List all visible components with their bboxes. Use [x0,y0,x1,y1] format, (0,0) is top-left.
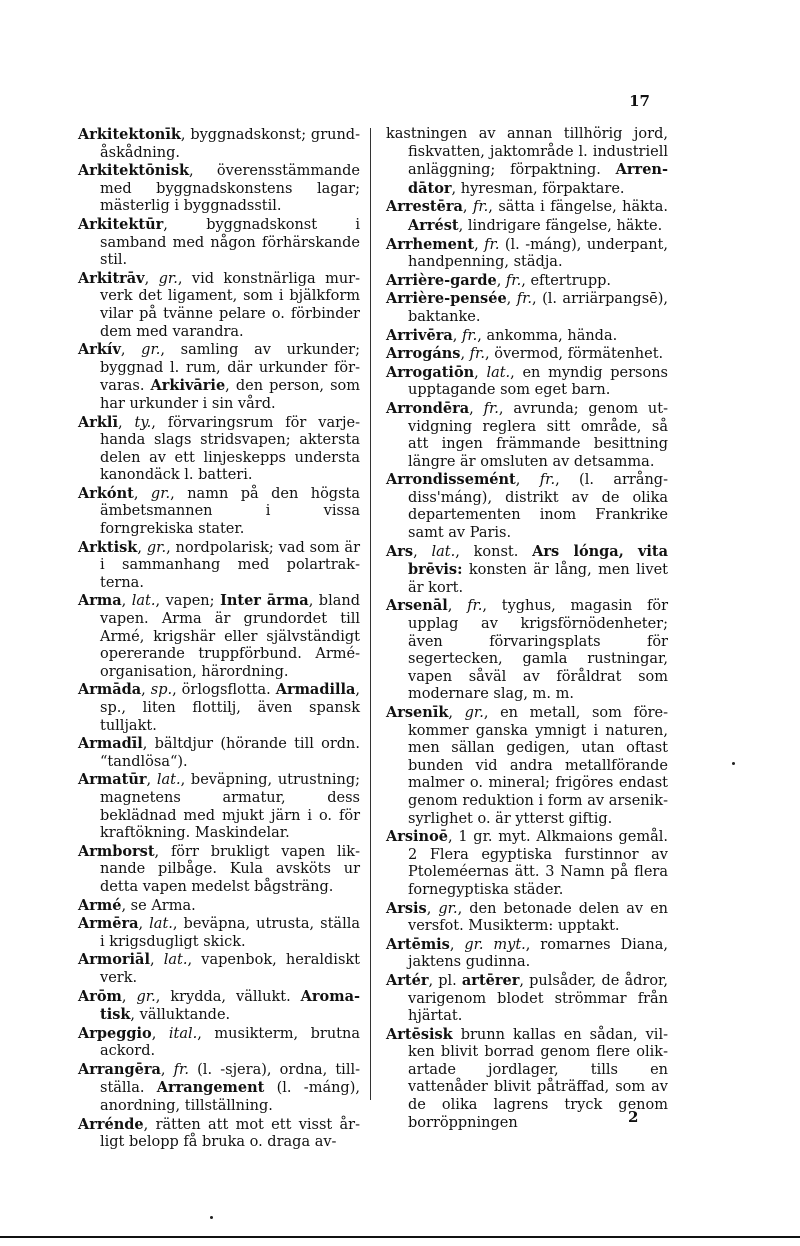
entry-headword: Arrogatiōn [386,363,475,381]
dictionary-entry: Arsenāl, fr., tyghus, magasin för upplag av krigsförnödenheter; även förvaringsplats för segertecken, gamla rustningar, vapen såväl av föråldrat som modernare slag, m. m. [386,597,669,703]
entry-headword: Armoriāl [78,951,150,969]
dictionary-entry: Arrondissemént, fr., (l. arrångdiss'máng), distrikt av de olika departementen inom Frankrike samt av Paris. [386,471,668,542]
entry-definition: (l. -máng), underpant, handpenning, städja. [408,236,668,271]
entry-definition: , eftertrupp. [521,272,612,289]
dictionary-entry [78,216,360,270]
entry-language: fr. [173,1061,189,1078]
entry-headword: Artēsisk [386,1025,453,1043]
entry-headword: Arkónt [78,484,134,502]
entry-definition: , namn på den högsta ämbetsmannen i vissa forngrekiska stater. [100,485,361,538]
entry-headword: Arsenīk [386,704,449,721]
entry-subheadword: Ars lónga, vita brēvis: [408,542,669,579]
entry-definition: , bland vapen. Arma är grundordet till Armé, krigshär eller självständigt opererande truppförbund. Arméorganisation, härordning. [100,593,360,680]
entry-headword: Armāda [78,681,142,699]
entry-headword: Artér [386,971,429,989]
entry-subheadword: Arrangement [156,1079,265,1097]
entry-subheadword: Armadilla [275,681,356,699]
entry-definition: , den person, som har urkunder i sin vård. [100,378,360,412]
entry-language: fr. [472,199,489,216]
entry-definition: , vid konstnärliga murverk det ligament, som i bjälkform vilar på tvänne pelare o. förbinder dem med varandra. [100,270,361,340]
entry-language: fr. [516,291,533,308]
entry-language: gr. [464,705,484,721]
entry-language: gr. [141,342,161,359]
entry-language: fr. [539,472,556,489]
entry-language: lat. [149,916,173,933]
dictionary-entry [386,972,668,1026]
entry-definition: , vapen; [155,593,221,610]
entry-definition: , förr brukligt vapen liknande pilbåge. Kula avsköts ur detta vapen medelst bågsträng. [100,843,360,895]
entry-language: fr. [483,400,499,417]
entry-language: fr. [469,346,485,363]
entry-subheadword: Aromatisk [100,987,361,1024]
entry-definition: konsten är lång, men livet är kort. [408,562,668,596]
entry-headword: Arsis [386,899,427,917]
entry-definition: , musikterm, brutna ackord. [100,1025,360,1060]
dictionary-entry: Arōm, gr., krydda, vällukt. Aromatisk, välluktande. [78,987,361,1024]
entry-language: gr. [150,485,171,502]
entry-definition: , beväpna, utrusta, ställa i krigsdugligt skick. [100,916,360,950]
entry-headword: Arkív [78,341,121,359]
entry-definition: brunn kallas en sådan, vilken blivit borrad genom flere olikartade jordlager, tills en vattenåder blivit påträffad, som av de olika lagrens tryck genom borröppningen [408,1026,668,1131]
right-column [386,126,668,1132]
dictionary-entry: Arrivēra, fr., ankomma, hända. [386,326,618,344]
entry-definition: , nordpolarisk; vad som är i sammanhang med polartrakterna. [100,539,361,591]
entry-headword: Arrénde [78,1115,144,1133]
entry-headword: Arktisk [78,538,138,556]
dictionary-entry: Arkív, gr., samling av urkunder; byggnad l. rum, där urkunder förvaras. Arkivārie, den person, som har urkunder i sin vård. [78,341,360,412]
dictionary-entry: Arklī, ty., förvaringsrum för varjehanda slags stridsvapen; aktersta delen av ett linjeskepps understa kanondäck l. batteri. [78,413,361,484]
dictionary-entry: Arrière-garde, fr., eftertrupp. [386,271,612,289]
entry-headword: Armborst [78,842,155,860]
entry-definition: , vapenbok, heraldiskt verk. [100,952,360,986]
entry-definition: , romarnes Diana, jaktens gudinna. [408,936,668,971]
dictionary-entry: Arrestēra, fr., sätta i fängelse, häkta. Arrést, lindrigare fängelse, häkte. [386,198,669,234]
dictionary-entry: Arrondēra, fr., avrunda; genom utvidgning reglera sitt område, så att ingen främmande besittning längre är omsluten av detsamma. [386,399,669,470]
entry-language: fr. [467,598,483,615]
entry-language: gr. myt. [464,936,526,953]
bottom-rule [0,1236,800,1238]
entry-definition: (l. -sjera), ordna, tillställa. [100,1061,361,1097]
dictionary-entry [78,897,360,916]
dictionary-entry: Artēmis, gr. myt., romarnes Diana, jaktens gudinna. [386,935,668,971]
entry-headword: Arrangēra [78,1060,161,1078]
entry-definition: , lindrigare fängelse, häkte. [458,217,663,234]
entry-language: lat. [163,952,188,969]
entry-definition: , (l. arrångdiss'máng), distrikt av de olika departementen inom Frankrike samt av Paris. [408,472,668,542]
entry-language: fr. [461,327,478,344]
column-divider [370,128,371,1100]
dictionary-entry: Arkitrāv, gr., vid konstnärliga murverk det ligament, som i bjälkform vilar på tvänne pelare o. förbinder dem med varandra. [78,269,361,340]
entry-definition: , byggnadskonst i samband med någon förhärskande stil. [100,216,360,269]
entry-definition: , förvaringsrum för varjehanda slags stridsvapen; aktersta delen av ett linjeskepps understa kanondäck l. batteri. [100,414,361,484]
entry-language: lat. [131,593,156,610]
entry-language: lat. [431,543,456,560]
entry-headword: Ars [386,542,414,560]
dictionary-entry: Armāda, sp., örlogsflotta. Armadilla, sp., liten flottilj, även spansk tulljakt. [78,681,360,734]
entry-definition: , välluktande. [130,1007,231,1024]
entry-headword: Arma [78,592,122,610]
entry-headword: Armadīl [78,735,143,753]
entry-headword: Artēmis [386,935,450,953]
dictionary-entry: Arma, lat., vapen; Inter ārma, bland vapen. Arma är grundordet till Armé, krigshär eller självständigt opererande truppförbund. Arméorganisation, härordning. [78,592,360,680]
dictionary-entry: Arrière-pensée, fr., (l. arriärpangsē), baktanke. [386,290,668,325]
dictionary-entry [78,735,360,771]
entry-headword: Arsenāl [386,597,448,615]
entry-language: fr. [505,272,522,289]
page-number: 17 [629,92,650,110]
entry-definition: , bältdjur (hörande till ordn. “tandlösa“). [100,736,360,770]
entry-headword: Arrière-garde [386,271,497,289]
entry-definition: , avrunda; genom utvidgning reglera sitt område, så att ingen främmande besittning längre är omsluten av detsamma. [408,400,669,470]
dictionary-entry [78,1116,360,1152]
entry-definition: kastningen av annan tillhörig jord, fiskvatten, jaktområde l. industriell anläggning; förpaktning. [386,126,668,179]
entry-definition: , samling av urkunder; byggnad l. rum, där urkunder förvaras. [100,342,360,395]
entry-definition: , pl. [428,972,462,989]
left-column [78,126,360,1152]
entry-definition: , en myndig persons upptagande som eget barn. [408,364,668,399]
entry-definition: , sp., liten flottilj, även spansk tulljakt. [100,682,360,734]
dictionary-entry: Arpeggio, ital., musikterm, brutna ackord. [78,1024,360,1060]
entry-headword: Arkitektōnisk [78,162,190,180]
entry-headword: Arrhement [386,235,475,253]
entry-definition: , beväpning, utrustning; magnetens armatur, dess beklädnad med mjukt järn i o. för kraftökning. Maskindelar. [100,772,361,842]
entry-definition: , pulsåder, de ådror, varigenom blodet strömmar från hjärtat. [408,972,668,1025]
entry-headword: Arkitektūr [78,215,164,233]
dictionary-entry: Arktisk, gr., nordpolarisk; vad som är i sammanhang med polartrakterna. [78,538,361,591]
entry-headword: Arōm [78,987,122,1005]
dictionary-entry: Armatūr, lat., beväpning, utrustning; magnetens armatur, dess beklädnad med mjukt järn i o. för kraftökning. Maskindelar. [78,771,361,842]
entry-definition: (l. -máng), anordning, tillställning. [100,1080,360,1115]
entry-headword: Arrondēra [386,399,470,417]
entry-subheadword: Arrendātor [408,161,668,197]
dictionary-entry [386,828,668,899]
entry-headword: Arrestēra [386,198,463,216]
entry-definition: , byggnadskonst; grundåskådning. [100,127,360,161]
entry-language: gr. [158,270,178,287]
entry-definition: , 1 gr. myt. Alkmaions gemål. 2 Flera egyptiska furstinnor av Ptoleméernas ätt. 3 Namn på flera fornegyptiska städer. [408,829,668,898]
entry-definition: , ankomma, hända. [477,327,618,344]
entry-subheadword: Inter ārma [220,592,309,610]
entry-headword: Armēra [78,915,139,933]
entry-definition: , överensstämmande med byggnadskonstens lagar; mästerlig i byggnadsstil. [100,163,360,215]
entry-headword: Arkitrāv [78,269,145,287]
entry-headword: Arklī [78,413,118,431]
entry-definition: , rätten att mot ett visst årligt belopp få bruka o. draga av- [100,1116,360,1151]
dictionary-entry: Arrogatiōn, lat., en myndig persons upptagande som eget barn. [386,363,668,399]
entry-language: gr. [438,900,458,917]
entry-language: gr. [146,539,167,556]
entry-definition: , konst. [455,543,533,560]
dictionary-entry: Arrangēra, fr. (l. -sjera), ordna, tillställa. Arrangement (l. -máng), anordning, tillställning. [78,1060,361,1115]
entry-definition: , tyghus, magasin för upplag av krigsförnödenheter; även förvaringsplats för segertecken, gamla rustningar, vapen såväl av föråldrat som modernare slag, m. m. [408,598,669,703]
entry-language: gr. [136,988,156,1005]
dictionary-entry: Ars, lat., konst. Ars lónga, vita brēvis: konsten är lång, men livet är kort. [386,542,669,596]
entry-definition: , (l. arriärpangsē), baktanke. [408,291,668,325]
entry-definition: , se Arma. [121,897,196,914]
entry-language: lat. [486,364,511,381]
entry-definition: , en metall, som förekommer ganska ymnigt i naturen, men sällan gedigen, utan oftast bunden vid andra metallförande malmer o. mineral; frigöres endast genom reduktion i form av arseniksyrlighet o. är ytterst giftig. [408,705,668,827]
entry-subheadword: artērer [461,971,520,989]
dictionary-entry [78,843,360,897]
entry-definition: , örlogsflotta. [172,682,276,699]
dictionary-entry: Armoriāl, lat., vapenbok, heraldiskt verk. [78,951,360,986]
entry-headword: Armatūr [78,771,147,789]
entry-subheadword: Arkivārie [150,377,226,395]
entry-definition: , krydda, vällukt. [155,988,301,1005]
entry-subheadword: Arrést [408,216,459,234]
entry-definition: , övermod, förmätenhet. [485,346,664,363]
dictionary-entry [386,126,668,198]
dictionary-entry [78,162,360,216]
entry-headword: Arpeggio [78,1024,152,1042]
entry-definition: , hyresman, förpaktare. [451,180,625,197]
dictionary-entry: Arkónt, gr., namn på den högsta ämbetsmannen i vissa forngrekiska stater. [78,484,361,538]
dictionary-entry: Arrhement, fr. (l. -máng), underpant, handpenning, städja. [386,235,668,271]
entry-headword: Arkitektonīk [78,126,181,143]
dictionary-entry: Arrogáns, fr., övermod, förmätenhet. [386,345,664,363]
dictionary-entry: Arsenīk, gr., en metall, som förekommer ganska ymnigt i naturen, men sällan gedigen, utan oftast bunden vid andra metallförande malmer o. mineral; frigöres endast genom reduktion i form av arseniksyrlighet o. är ytterst giftig. [386,704,668,827]
entry-language: ital. [168,1025,198,1042]
entry-language: fr. [484,236,500,253]
dictionary-entry: Armēra, lat., beväpna, utrusta, ställa i krigsdugligt skick. [78,915,360,950]
dictionary-entry: Arsis, gr., den betonade delen av en versfot. Musikterm: upptakt. [386,899,668,935]
entry-headword: Arsinoē [386,828,449,846]
entry-headword: Arrondissemént [386,471,516,489]
entry-headword: Armé [78,896,122,914]
dictionary-entry [78,126,360,162]
entry-definition: , sätta i fängelse, häkta. [488,199,669,216]
dictionary-entry [386,1026,668,1133]
entry-headword: Arrogáns [386,345,461,363]
entry-language: lat. [156,772,181,789]
entry-headword: Arrivēra [386,326,453,344]
entry-headword: Arrière-pensée [386,290,507,308]
speck [210,1216,213,1219]
entry-language: ty. [134,414,152,431]
signature-mark: 2 [628,1108,639,1126]
entry-language: sp. [150,682,173,699]
speck [732,762,735,765]
entry-definition: , den betonade delen av en versfot. Musikterm: upptakt. [408,900,668,935]
